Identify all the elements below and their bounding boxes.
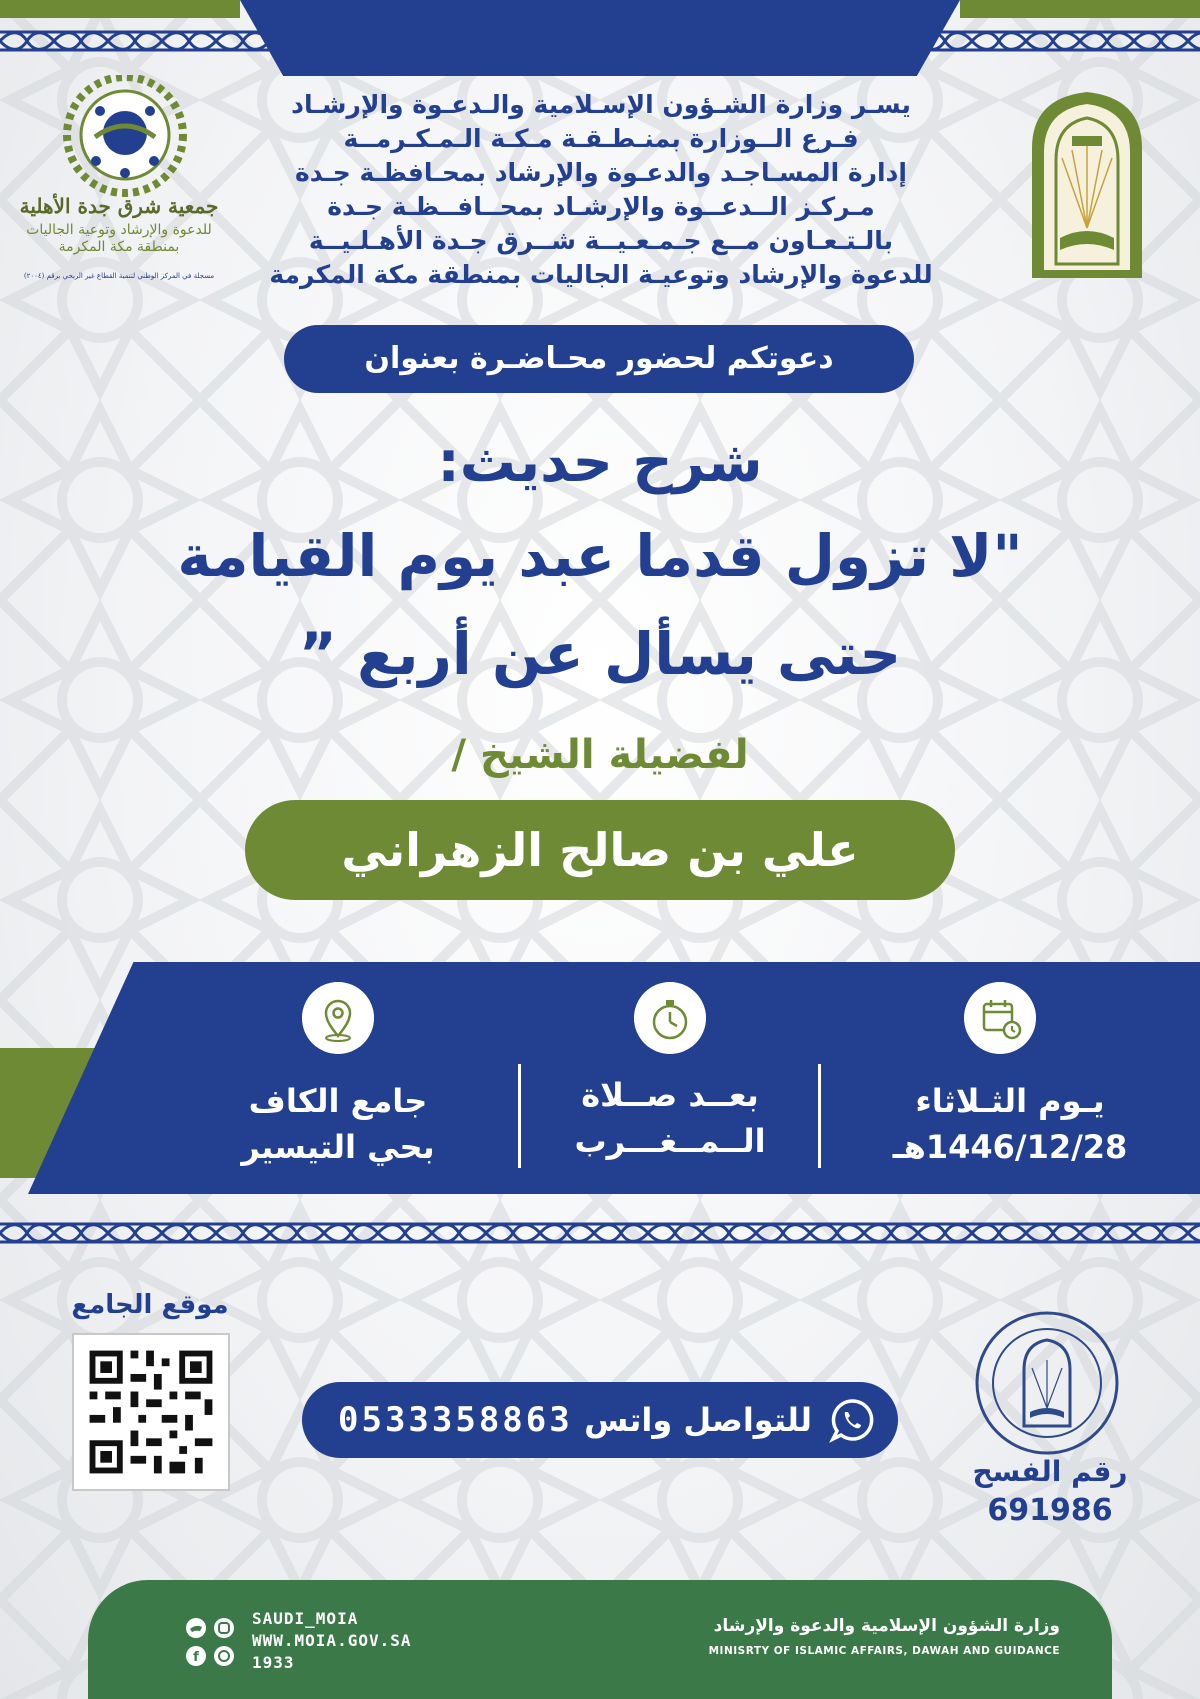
- association-subtitle: [14, 222, 224, 256]
- lecture-title-line: حتى يسأل عن أربع ”: [298, 620, 902, 688]
- header-line: يسـر وزارة الشـؤون الإسـلامية والـدعـوة والإرشـاد: [291, 90, 911, 119]
- lecture-title-line: شرح حديث:: [437, 430, 763, 495]
- top-green-strip-left: [0, 0, 240, 18]
- event-date-day: يـوم الثـلاثاء: [915, 1082, 1105, 1120]
- association-name: جمعية شرق جدة الأهلية: [19, 194, 219, 218]
- event-time: [540, 1072, 800, 1164]
- header-line: للدعوة والإرشاد وتوعيـة الجاليات بمنطقة مكة المكرمة: [269, 260, 933, 289]
- association-registration: مسجلة في المركز الوطني لتنمية القطاع غير الربحي برقم (٢٠٠٤): [23, 272, 215, 280]
- mosque-location-qr-code[interactable]: [72, 1333, 230, 1491]
- ministry-seal-stamp: [972, 1308, 1122, 1458]
- stopwatch-icon: [634, 982, 706, 1054]
- top-blue-banner: [240, 0, 960, 76]
- header-line: مـركـز الــدعــوة والإرشـاد بمحــافــظـة جـدة: [327, 192, 875, 221]
- info-divider: [518, 1064, 521, 1168]
- footer-phone[interactable]: 1933: [252, 1653, 295, 1672]
- association-subtitle-line: بمنطقة مكة المكرمة: [58, 239, 180, 255]
- calendar-icon: [964, 982, 1036, 1054]
- chain-border-bottom: [0, 1222, 1200, 1244]
- location-pin-icon: [302, 982, 374, 1054]
- header-line: فـرع الــوزارة بمنـطـقـة مـكـة الـمـكـرمــة: [343, 124, 859, 153]
- ministry-logo: [1022, 88, 1152, 278]
- header-organizers: [240, 88, 962, 292]
- info-divider: [818, 1064, 821, 1168]
- svg-text:f: f: [193, 1650, 199, 1665]
- event-location: [208, 1078, 468, 1170]
- sheikh-label: لفضيلة الشيخ /: [451, 732, 749, 778]
- whatsapp-label: للتواصل واتس: [584, 1401, 812, 1439]
- footer-bar: [88, 1580, 1112, 1699]
- header-line: بالـتـعـاون مــع جـمـعـيــة شــرق جـدة الأهـلـيــة: [308, 226, 894, 255]
- top-green-strip-right: [960, 0, 1200, 18]
- event-date-value: 1446/12/28هـ: [892, 1128, 1128, 1166]
- whatsapp-contact[interactable]: [302, 1382, 898, 1458]
- association-logo: [30, 75, 205, 290]
- lecture-title-line: "لا تزول قدما عبد يوم القيامة: [177, 522, 1023, 590]
- event-date: [880, 1078, 1140, 1170]
- event-time-line: الــمــغـــرب: [574, 1122, 766, 1160]
- event-location-line: جامع الكاف: [248, 1082, 428, 1120]
- footer-website[interactable]: WWW.MOIA.GOV.SA: [252, 1631, 412, 1650]
- association-subtitle-line: للدعوة والإرشاد وتوعية الجاليات: [26, 222, 212, 238]
- whatsapp-icon: [828, 1396, 876, 1444]
- permit-number: 691986: [987, 1493, 1113, 1528]
- event-time-line: بعــد صــلاة: [581, 1076, 759, 1114]
- footer-ministry-english: MINISRTY OF ISLAMIC AFFAIRS, DAWAH AND GUIDANCE: [708, 1645, 1060, 1657]
- permit-label: رقم الفسح: [972, 1455, 1128, 1488]
- footer-social-handle[interactable]: SAUDI_MOIA: [252, 1609, 359, 1628]
- invitation-banner: دعوتكم لحضور محـاضـرة بعنوان: [284, 325, 914, 393]
- social-media-icons: [182, 1614, 238, 1670]
- qr-label: موقع الجامع: [71, 1290, 229, 1320]
- event-location-line: بحي التيسير: [241, 1128, 435, 1166]
- header-line: إدارة المسـاجـد والدعـوة والإرشاد بمحـافظـة جـدة: [295, 158, 907, 187]
- whatsapp-number[interactable]: 0533358863: [338, 1400, 573, 1440]
- speaker-name: علي بن صالح الزهراني: [245, 800, 955, 900]
- footer-ministry-arabic: وزارة الشؤون الإسلامية والدعوة والإرشاد: [713, 1616, 1060, 1636]
- footer-contact: [252, 1608, 412, 1674]
